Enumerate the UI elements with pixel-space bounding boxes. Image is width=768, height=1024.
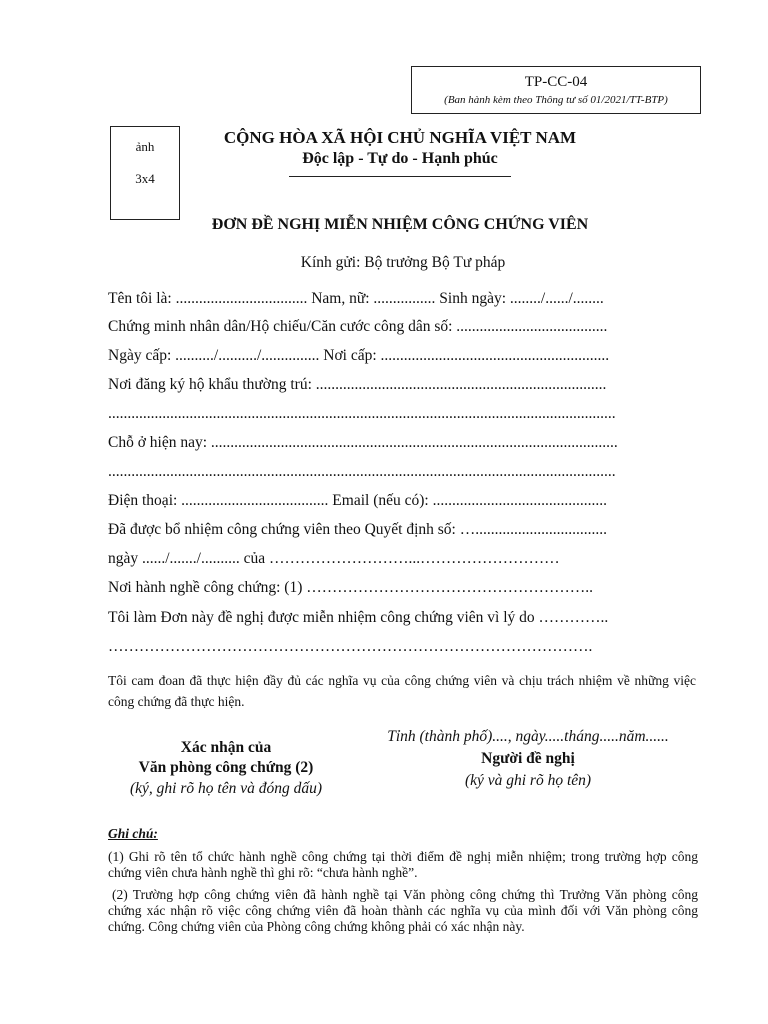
form-code-note: (Ban hành kèm theo Thông tư số 01/2021/TT-BTP)	[444, 94, 668, 106]
form-code: TP-CC-04	[524, 74, 588, 90]
photo-label: ảnh	[135, 139, 155, 154]
national-motto: Độc lập - Tự do - Hạnh phúc	[302, 150, 498, 167]
field-decision-date-issuer: ngày ....../......./.......... của ………………………...………………………	[108, 550, 560, 567]
field-permanent-address-cont: ...................................................................................................................................	[108, 405, 616, 422]
field-permanent-address: Nơi đăng ký hộ khẩu thường trú: ...........................................................................	[108, 376, 607, 393]
field-reason-cont: ………………………………………………………………………………….	[108, 638, 593, 655]
form-code-box	[411, 66, 701, 114]
field-current-residence: Chỗ ở hiện nay: .........................................................................................................	[108, 434, 618, 451]
confirmation-office: Văn phòng công chứng (2)	[138, 759, 314, 776]
field-issue-date-place: Ngày cấp: ........../........../............... Nơi cấp: ...........................................................	[108, 347, 610, 364]
confirmation-instruction: (ký, ghi rõ họ tên và đóng dấu)	[130, 780, 322, 797]
document-title: ĐƠN ĐỀ NGHỊ MIỄN NHIỆM CÔNG CHỨNG VIÊN	[211, 216, 589, 233]
note-item-2: (2) Trường hợp công chứng viên đã hành nghề tại Văn phòng công chứng thì Trưởng Văn phòng công chứng xác nhận rõ việc công chứng viên đã hoàn thành các nghĩa vụ của mình đối với Văn phòng công chứng. Công chứng viên của Phòng công chứng không phải có xác nhận này.	[108, 887, 698, 934]
note-item-1: (1) Ghi rõ tên tổ chức hành nghề công chứng tại thời điểm đề nghị miễn nhiệm; trong trường hợp công chứng viên chưa hành nghề thì ghi rõ: “chưa hành nghề”.	[108, 849, 698, 880]
notes-heading: Ghi chú:	[108, 826, 158, 841]
signature-instruction: (ký và ghi rõ họ tên)	[464, 772, 592, 789]
field-name-gender-dob: Tên tôi là: .................................. Nam, nữ: ................ Sinh ngày: ......../....../........	[108, 290, 604, 307]
office-confirmation-block	[96, 738, 356, 800]
photo-size: 3x4	[135, 171, 155, 186]
applicant-role: Người đề nghị	[481, 750, 575, 767]
field-id-number: Chứng minh nhân dân/Hộ chiếu/Căn cước công dân số: .......................................	[108, 318, 608, 335]
nation-name: CỘNG HÒA XÃ HỘI CHỦ NGHĨA VIỆT NAM	[223, 128, 577, 147]
pledge-statement: Tôi cam đoan đã thực hiện đầy đủ các nghĩa vụ của công chứng viên và chịu trách nhiệm về những việc công chứng đã thực hiện.	[108, 673, 696, 709]
field-appointment-decision: Đã được bổ nhiệm công chứng viên theo Quyết định số: …..................................	[108, 521, 607, 538]
field-current-residence-cont: ...................................................................................................................................	[108, 463, 616, 480]
field-practice-place: Nơi hành nghề công chứng: (1) ………………………………………………..	[108, 579, 593, 596]
national-header	[180, 128, 620, 177]
motto-underline	[289, 176, 511, 177]
addressee: Kính gửi: Bộ trưởng Bộ Tư pháp	[300, 254, 506, 271]
place-and-date: Tỉnh (thành phố)...., ngày.....tháng.....năm......	[387, 728, 669, 745]
photo-placeholder-box	[110, 126, 180, 220]
confirmation-heading: Xác nhận của	[180, 739, 272, 756]
field-phone-email: Điện thoại: ...................................... Email (nếu có): .............................................	[108, 492, 607, 509]
field-reason: Tôi làm Đơn này đề nghị được miễn nhiệm công chứng viên vì lý do …………..	[108, 609, 609, 626]
applicant-signature-block	[356, 726, 700, 792]
